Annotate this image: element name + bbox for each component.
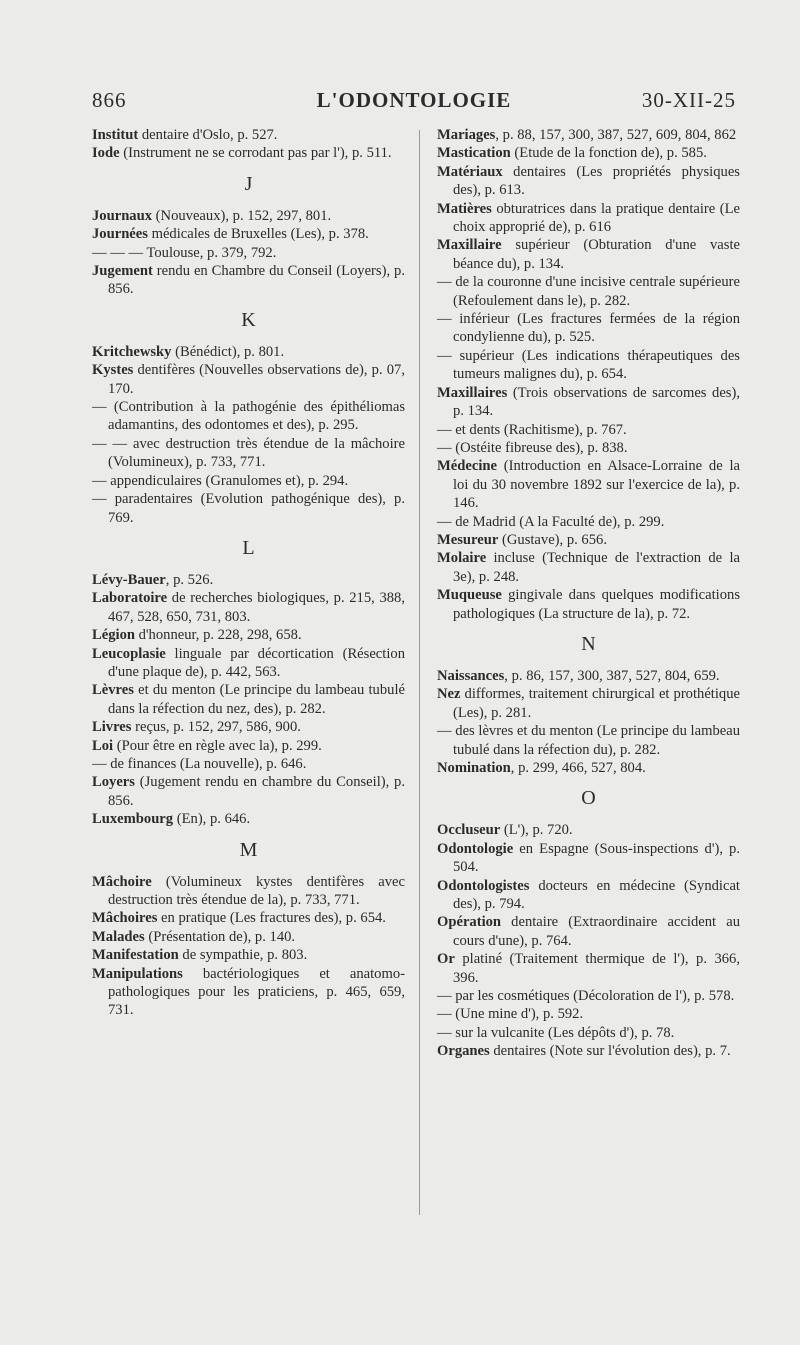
page-header [92,88,736,118]
entry-text: — (Une mine d'), p. 592. [437,1006,584,1023]
entry-text: (Jugement rendu en chambre du Conseil), p. 856. [108,774,405,809]
entry-keyword: Médecine [437,458,497,475]
entry-text: — par les cosmétiques (Décoloration de l'), p. 578. [437,988,735,1005]
index-entry [92,361,405,398]
entry-text: gingivale dans quelques modifications pathologiques (La structure de la), p. 72. [453,587,740,622]
index-entry [92,737,405,755]
index-entry [437,877,740,914]
entry-text: (Pour être en règle avec la), p. 299. [113,737,322,754]
index-entry [437,236,740,273]
entry-keyword: Odontologie [437,840,514,857]
entry-text: dentaires (Note sur l'évolution des), p. 7. [489,1043,731,1060]
index-entry [92,225,405,243]
entry-text: — (Ostéite fibreuse des), p. 838. [437,439,628,456]
index-entry [92,873,405,910]
entry-keyword: Naissances [437,667,505,684]
index-entry [92,589,405,626]
entry-text: — supérieur (Les indications thérapeutiques des tumeurs malignes du), p. 654. [437,347,740,383]
entry-text: supérieur (Obturation d'une vaste béance du), p. 134. [453,237,740,272]
entry-text: bactériologiques et anatomo-pathologiques pour les praticiens, p. 465, 659, 731. [108,965,405,1019]
index-entry [437,531,740,549]
entry-keyword: Laboratoire [92,590,168,607]
entry-keyword: Journées [92,226,148,243]
index-entry [437,722,740,759]
entry-text: (L'), p. 720. [500,822,573,839]
index-entry [437,840,740,877]
column-divider [419,130,420,1215]
entry-keyword: Malades [92,928,145,945]
entry-keyword: Maxillaires [437,384,508,401]
entry-text: , p. 526. [165,571,214,588]
entry-keyword: Opération [437,914,502,931]
entry-text: (En), p. 646. [173,811,251,828]
section-letter: N [581,632,596,655]
index-entry [437,950,740,987]
entry-keyword: Loyers [92,774,135,791]
section-letter: K [241,308,256,331]
journal-title: L'ODONTOLOGIE [316,88,512,112]
entry-keyword: Kystes [92,362,134,379]
entry-text: de recherches biologiques, p. 215, 388, 467, 528, 650, 731, 803. [108,590,405,625]
index-entry [437,549,740,586]
entry-text: dentaire d'Oslo, p. 527. [138,127,278,143]
entry-text: en Espagne (Sous-inspections d'), p. 504. [453,840,740,876]
entry-text: et du menton (Le principe du lambeau tubulé dans la réfection du nez, des), p. 282. [108,682,405,717]
entry-keyword: Kritchewsky [92,343,172,360]
entry-text: difformes, traitement chirurgical et prothétique (Les), p. 281. [453,686,740,721]
entry-keyword: Journaux [92,207,153,224]
entry-keyword: Organes [437,1043,490,1060]
index-entry [437,1042,740,1060]
index-entry [437,759,740,777]
entry-text: — de finances (La nouvelle), p. 646. [92,755,307,772]
entry-text: , p. 299, 466, 527, 804. [510,760,646,776]
entry-text: (Volumineux kystes dentifères avec destruction très étendue de la), p. 733, 771. [108,873,405,908]
index-entry [92,207,405,225]
entry-keyword: Luxembourg [92,811,174,828]
entry-text: en pratique (Les fractures des), p. 654. [157,910,386,927]
entry-text: — — avec destruction très étendue de la mâchoire (Volumineux), p. 733, 771. [92,435,405,471]
index-entry [92,343,405,361]
index-entry [92,946,405,964]
entry-keyword: Occluseur [437,822,501,839]
entry-text: — de Madrid (A la Faculté de), p. 299. [437,513,665,530]
index-entry [437,1024,740,1042]
entry-text: (Nouveaux), p. 152, 297, 801. [152,207,332,224]
entry-text: médicales de Bruxelles (Les), p. 378. [147,226,369,243]
entry-text: — — — Toulouse, p. 379, 792. [92,244,277,261]
index-entry [437,685,740,722]
index-entry [92,262,405,299]
entry-text: — inférieur (Les fractures fermées de la région condylienne du), p. 525. [437,311,740,346]
entry-keyword: Légion [92,627,135,644]
index-entry [92,126,405,144]
index-entry [92,928,405,946]
entry-keyword: Manipulations [92,965,183,982]
index-entry [92,645,405,682]
entry-text: (Introduction en Alsace-Lorraine de la loi du 30 novembre 1892 sur l'exercice de la), p. 146. [453,458,740,512]
entry-keyword: Jugement [92,263,153,280]
entry-text: , p. 88, 157, 300, 387, 527, 609, 804, 862 [495,127,737,143]
index-entry [92,244,405,262]
entry-keyword: Molaire [437,550,487,567]
entry-text: — et dents (Rachitisme), p. 767. [437,421,627,438]
index-entry [92,435,405,472]
index-entry [92,144,405,162]
index-entry [92,398,405,435]
entry-keyword: Institut [92,127,139,143]
page-number: 866 [92,88,127,112]
section-letter: O [581,787,596,810]
index-entry [92,755,405,773]
entry-text: (Instrument ne se corrodant pas par l'), p. 511. [119,145,392,162]
index-entry [92,626,405,644]
entry-keyword: Nez [437,686,461,703]
section-letter: J [244,172,253,195]
entry-text: (Présentation de), p. 140. [144,928,296,945]
index-entry [92,965,405,1020]
index-entry [437,163,740,200]
entry-text: (Etude de la fonction de), p. 585. [510,145,707,162]
index-entry [437,586,740,623]
index-entry [437,144,740,162]
entry-keyword: Or [437,951,455,968]
entry-text: reçus, p. 152, 297, 586, 900. [131,719,301,736]
index-entry [92,773,405,810]
index-entry [92,909,405,927]
entry-text: — de la couronne d'une incisive centrale supérieure (Refoulement dans le), p. 282. [437,274,740,309]
entry-keyword: Mariages [437,127,496,143]
index-entry [437,667,740,685]
index-entry [92,681,405,718]
issue-date: 30-XII-25 [641,88,736,112]
entry-keyword: Livres [92,719,132,736]
index-entry [437,439,740,457]
entry-keyword: Nomination [437,760,511,776]
entry-text: d'honneur, p. 228, 298, 658. [134,627,302,644]
entry-keyword: Odontologistes [437,877,530,894]
index-entry [437,310,740,347]
entry-text: obturatrices dans la pratique dentaire (Le choix approprié de), p. 616 [453,200,740,236]
entry-text: platiné (Traitement thermique de l'), p. 366, 396. [453,951,740,986]
entry-keyword: Matériaux [437,163,503,180]
entry-text: dentaires (Les propriétés physiques des), p. 613. [453,163,740,199]
index-entry [437,913,740,950]
entry-keyword: Lévy-Bauer [92,571,166,588]
index-entry [92,810,405,828]
index-entry [437,384,740,421]
entry-keyword: Manifestation [92,947,179,964]
entry-text: de sympathie, p. 803. [178,947,308,964]
entry-keyword: Iode [92,145,120,162]
entry-text: dentifères (Nouvelles observations de), p. 07, 170. [108,362,405,397]
entry-keyword: Leucoplasie [92,645,166,662]
entry-keyword: Matières [437,200,492,217]
index-entry [92,490,405,527]
index-entry [437,421,740,439]
entry-text: (Bénédict), p. 801. [171,343,285,360]
index-entry [437,821,740,839]
entry-keyword: Lèvres [92,682,134,699]
entry-keyword: Mâchoire [92,873,152,890]
index-entry [437,1005,740,1023]
entry-keyword: Mâchoires [92,910,158,927]
index-entry [437,273,740,310]
entry-text: rendu en Chambre du Conseil (Loyers), p. 856. [108,263,405,298]
entry-keyword: Maxillaire [437,237,502,254]
index-column-left [92,126,405,1020]
section-letter: M [239,838,258,861]
index-entry [437,200,740,237]
entry-keyword: Muqueuse [437,587,502,604]
entry-text: linguale par décortication (Résection d'une plaque de), p. 442, 563. [108,645,405,680]
index-entry [437,457,740,512]
index-column-right [437,126,740,1061]
entry-text: — sur la vulcanite (Les dépôts d'), p. 78. [437,1024,675,1041]
entry-text: docteurs en médecine (Syndicat des), p. 794. [453,877,740,913]
index-entry [92,472,405,490]
section-letter: L [242,536,255,559]
entry-keyword: Mastication [437,145,511,162]
entry-text: incluse (Technique de l'extraction de la 3e), p. 248. [453,550,740,585]
entry-keyword: Mesureur [437,531,499,548]
index-entry [437,347,740,384]
entry-text: (Gustave), p. 656. [498,531,607,548]
index-entry [92,571,405,589]
entry-keyword: Loi [92,737,114,754]
entry-text: — (Contribution à la pathogénie des épithéliomas adamantins, des odontomes et des), p. 295. [92,399,405,434]
entry-text: , p. 86, 157, 300, 387, 527, 804, 659. [504,667,720,684]
index-entry [437,513,740,531]
index-entry [92,718,405,736]
index-entry [437,126,740,144]
entry-text: (Trois observations de sarcomes des), p. 134. [453,384,740,420]
entry-text: — paradentaires (Evolution pathogénique des), p. 769. [92,491,405,526]
entry-text: dentaire (Extraordinaire accident au cours d'une), p. 764. [453,914,740,949]
index-entry [437,987,740,1005]
entry-text: — appendiculaires (Granulomes et), p. 294. [92,472,349,489]
entry-text: — des lèvres et du menton (Le principe du lambeau tubulé dans la réfection du), p. 282. [437,723,740,758]
